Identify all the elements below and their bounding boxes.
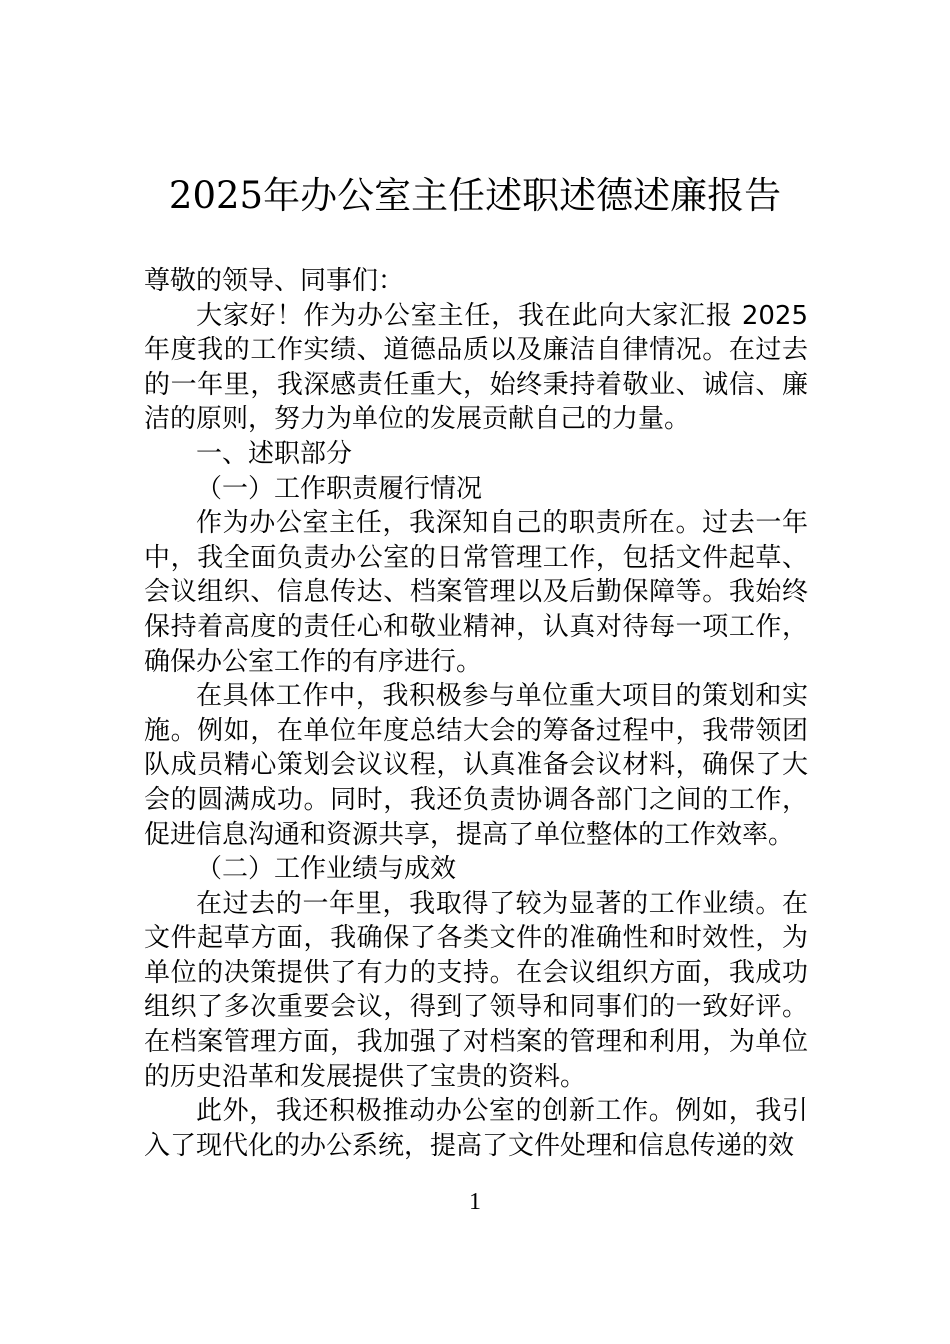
- paragraph-projects: 在具体工作中，我积极参与单位重大项目的策划和实施。例如，在单位年度总结大会的筹备过程中，我带领团队成员精心策划会议议程，认真准备会议材料，确保了大会的圆满成功。同时，我还负责协调各部门之间的工作，促进信息沟通和资源共享，提高了单位整体的工作效率。: [144, 681, 808, 850]
- paragraph-achievements: 在过去的一年里，我取得了较为显著的工作业绩。在文件起草方面，我确保了各类文件的准确性和时效性，为单位的决策提供了有力的支持。在会议组织方面，我成功组织了多次重要会议，得到了领导和同事们的一致好评。在档案管理方面，我加强了对档案的管理和利用，为单位的历史沿革和发展提供了宝贵的资料。: [144, 888, 808, 1092]
- document-body: [144, 264, 808, 1163]
- document-title: 2025年办公室主任述职述德述廉报告: [168, 174, 782, 217]
- subsection-heading-2: （二）工作业绩与成效: [196, 854, 457, 885]
- page-number: 1: [469, 1189, 481, 1215]
- paragraph-innovation: 此外，我还积极推动办公室的创新工作。例如，我引入了现代化的办公系统，提高了文件处理和信息传递的效: [144, 1096, 808, 1161]
- subsection-heading-1: （一）工作职责履行情况: [196, 473, 483, 504]
- paragraph-duties: 作为办公室主任，我深知自己的职责所在。过去一年中，我全面负责办公室的日常管理工作，包括文件起草、会议组织、信息传达、档案管理以及后勤保障等。我始终保持着高度的责任心和敬业精神，认真对待每一项工作，确保办公室工作的有序进行。: [144, 508, 808, 677]
- section-heading-1: 一、述职部分: [196, 438, 353, 469]
- paragraph-intro: 大家好！作为办公室主任，我在此向大家汇报 2025 年度我的工作实绩、道德品质以及廉洁自律情况。在过去的一年里，我深感责任重大，始终秉持着敬业、诚信、廉洁的原则，努力为单位的发展贡献自己的力量。: [144, 300, 808, 435]
- salutation: 尊敬的领导、同事们：: [144, 266, 405, 296]
